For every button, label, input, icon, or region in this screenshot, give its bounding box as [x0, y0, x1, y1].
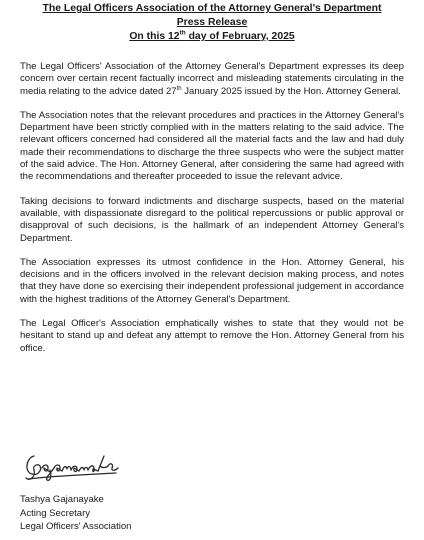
release-date-suffix: day of February, 2025 [185, 31, 295, 42]
signatory-title: Acting Secretary [20, 507, 91, 519]
paragraph-concern-text-a: The Legal Officers' Association of the Attorney General's Department expresses its deep concern over certain recent factually incorrect and misleading statements circulating in the media relating to the advice dated 27 [20, 61, 404, 97]
handwritten-signature [20, 446, 140, 486]
signatory-block [20, 493, 132, 534]
paragraph-concern [20, 61, 404, 98]
document-type: Press Release [176, 17, 248, 28]
signatory-name: Tashya Gajanayake [20, 494, 104, 505]
paragraph-independence: Taking decisions to forward indictments and discharge suspects, based on the material available, with dispassionate disregard to the political repercussions or public approval or disapproval of such decisions, is the hallmark of an independent Attorney General's Department. [20, 195, 404, 244]
document-header [20, 2, 404, 44]
signatory-organisation: Legal Officers' Association [20, 521, 132, 532]
paragraph-procedures: The Association notes that the relevant procedures and practices in the Attorney General's Department have been strictly complied with in the matters relating to the said advice. The relevant officers concerned had considered all the material facts and the law and had duly made their recommendations to discharge the three suspects who were the subject matter of the said advice. The Hon. Attorney General, after considering the same had agreed with the recommendations and thereafter proceeded to issue the relevant advice. [20, 109, 404, 183]
paragraph-concern-ordinal: th [176, 85, 182, 92]
paragraph-concern-text-b: January 2025 issued by the Hon. Attorney General. [181, 85, 401, 97]
release-date [20, 30, 404, 44]
organisation-title: The Legal Officers Association of the Attorney General's Department [42, 3, 382, 14]
release-date-ordinal: th [179, 29, 186, 37]
paragraph-confidence: The Association expresses its utmost confidence in the Hon. Attorney General, his decisions and in the officers involved in the relevant decision making process, and notes that they have done so exercising their independent professional judgement in accordance with the highest traditions of the Attorney General's Department. [20, 256, 404, 305]
paragraph-resistance: The Legal Officer's Association emphatically wishes to state that they would not be hesitant to stand up and defeat any attempt to remove the Hon. Attorney General from his office. [20, 318, 404, 354]
release-date-prefix: On this 12 [129, 31, 180, 42]
